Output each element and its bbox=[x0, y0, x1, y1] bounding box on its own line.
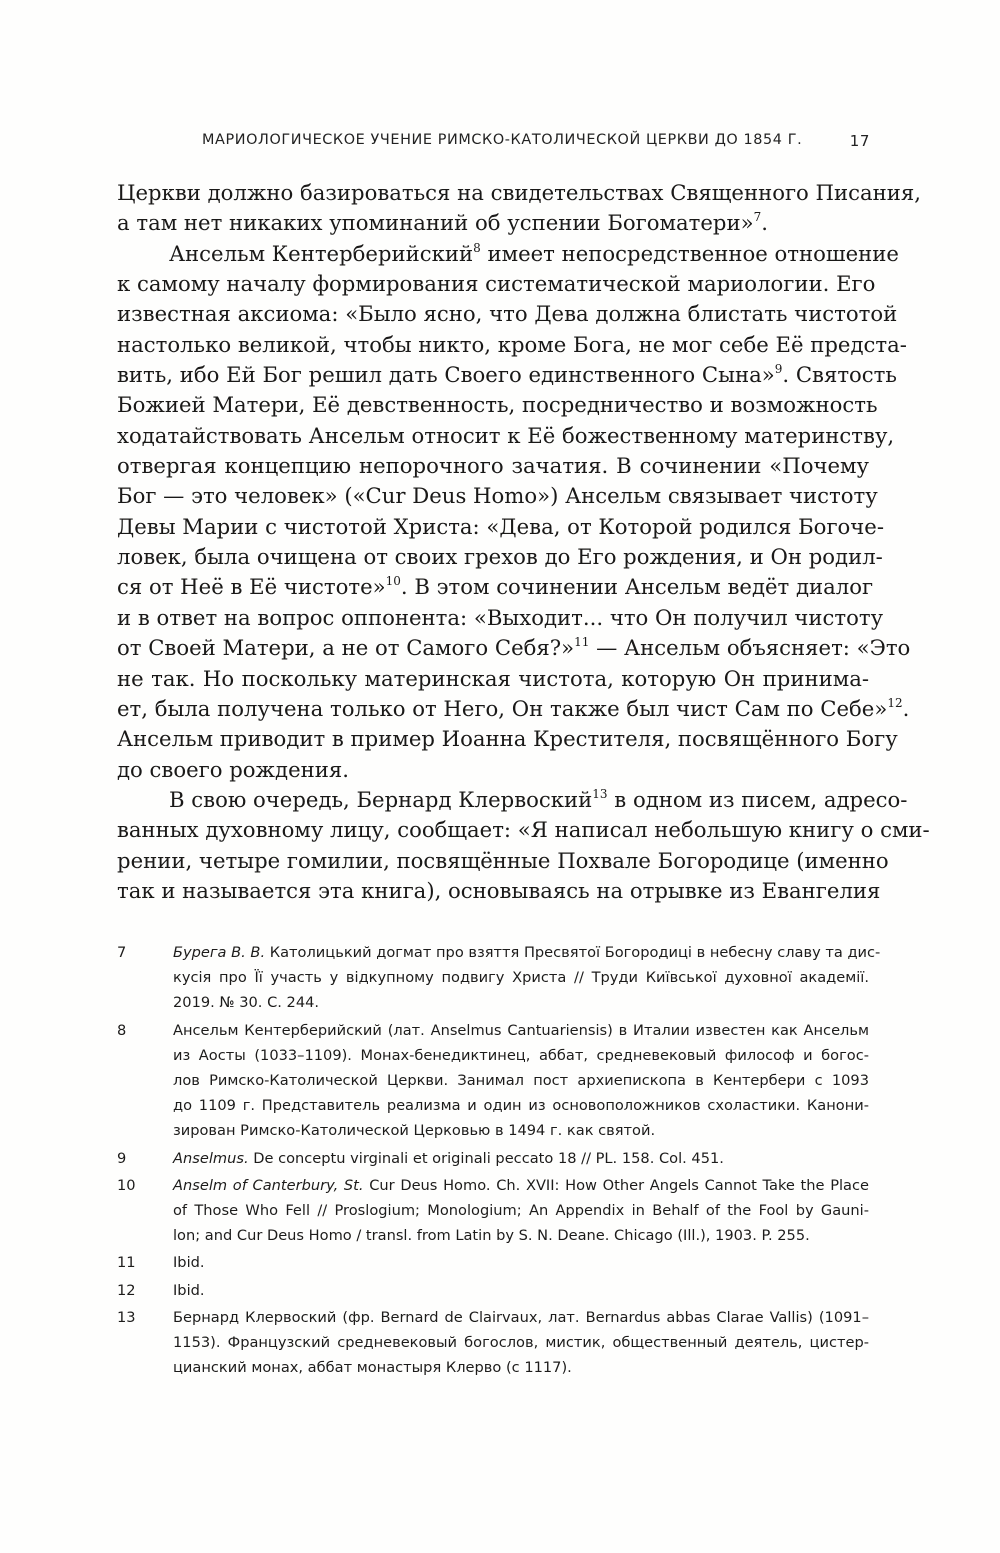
text-segment: и в ответ на вопрос оппонента: «Выходит... что Он получил чистоту bbox=[117, 604, 884, 630]
text-segment: рении, четыре гомилии, посвящённые Похвале Богородице (именно bbox=[117, 847, 889, 873]
footnote-ref[interactable]: 9 bbox=[774, 362, 783, 377]
footnote-number: 8 bbox=[117, 1021, 127, 1039]
footnote-line bbox=[173, 1305, 869, 1330]
footnote-text: of Those Who Fell // Proslogium; Monologium; An Appendix in Behalf of the Fool by Gauni- bbox=[173, 1202, 869, 1220]
text-segment: отвергая концепцию непорочного зачатия. В сочинении «Почему bbox=[117, 453, 869, 479]
footnote-text: De conceptu virginali et originali peccato 18 // PL. 158. Col. 451. bbox=[248, 1149, 724, 1167]
footnote-text: из Аосты (1033–1109). Монах-бенедиктинец, аббат, средневековый философ и богос- bbox=[173, 1046, 869, 1064]
footnote-text: до 1109 г. Представитель реализма и один из основоположников схоластики. Канони- bbox=[173, 1097, 869, 1115]
footnote-text: Бернард Клервоский (фр. Bernard de Clairvaux, лат. Bernardus abbas Clarae Vallis) (1091– bbox=[173, 1308, 869, 1326]
footnote bbox=[117, 940, 881, 1016]
footnote bbox=[117, 1173, 869, 1249]
running-head bbox=[202, 132, 870, 156]
running-head-title: МАРИОЛОГИЧЕСКОЕ УЧЕНИЕ РИМСКО-КАТОЛИЧЕСКОЙ ЦЕРКВИ ДО 1854 Г. bbox=[202, 132, 803, 148]
text-line bbox=[117, 512, 885, 542]
text-line bbox=[117, 269, 876, 299]
footnote-text: Ibid. bbox=[173, 1254, 205, 1272]
text-segment: ет, была получена только от Него, Он также был чист Сам по Себе» bbox=[117, 695, 888, 721]
text-segment: известная аксиома: «Было ясно, что Дева должна блистать чистотой bbox=[117, 301, 898, 327]
text-segment: ходатайствовать Ансельм относит к Её божественному материнству, bbox=[117, 422, 895, 448]
text-segment: — Ансельм объясняет: «Это bbox=[589, 635, 911, 661]
text-segment: от Своей Матери, а не от Самого Себя?» bbox=[117, 635, 575, 661]
footnote-number: 13 bbox=[117, 1308, 136, 1326]
footnote-line bbox=[173, 940, 881, 965]
text-line bbox=[117, 299, 898, 329]
text-line bbox=[117, 178, 921, 208]
footnote-ref[interactable]: 7 bbox=[753, 210, 762, 225]
text-line bbox=[117, 664, 869, 694]
text-segment: . Святость bbox=[782, 362, 897, 388]
text-segment: Божией Матери, Её девственность, посредничество и возможность bbox=[117, 392, 878, 418]
footnote-author: Бурега В. В. bbox=[173, 944, 266, 961]
text-line bbox=[117, 542, 883, 572]
footnote-number: 7 bbox=[117, 944, 127, 961]
footnote-line bbox=[173, 1355, 869, 1380]
text-line bbox=[117, 360, 897, 390]
footnote-text: кусія про Її участь у відкупному подвигу Христа // Труди Київської духовної академії. bbox=[173, 969, 869, 987]
page-number: 17 bbox=[849, 132, 870, 150]
footnote-ref[interactable]: 11 bbox=[574, 635, 590, 650]
text-segment: Церкви должно базироваться на свидетельствах Священного Писания, bbox=[117, 180, 921, 205]
footnote bbox=[117, 1018, 869, 1144]
footnote bbox=[117, 1250, 869, 1275]
footnote-number: 9 bbox=[117, 1149, 127, 1167]
text-segment: имеет непосредственное отношение bbox=[480, 240, 899, 266]
text-segment: настолько великой, чтобы никто, кроме Бога, не мог себе Её предста- bbox=[117, 331, 907, 357]
text-line bbox=[117, 421, 895, 451]
text-line bbox=[117, 724, 898, 754]
text-segment: вить, ибо Ей Бог решил дать Своего единственного Сына» bbox=[117, 362, 775, 388]
footnote-text: lon; and Cur Deus Homo / transl. from Latin by S. N. Deane. Chicago (Ill.), 1903. P. 255. bbox=[173, 1227, 810, 1245]
footnote-ref[interactable]: 10 bbox=[385, 574, 401, 589]
text-segment: не так. Но поскольку материнская чистота, которую Он принима- bbox=[117, 665, 869, 691]
text-line bbox=[117, 846, 889, 876]
footnote bbox=[117, 1305, 869, 1381]
text-line bbox=[117, 603, 884, 633]
text-segment: к самому началу формирования систематической мариологии. Его bbox=[117, 271, 876, 297]
footnote-text: Cur Deus Homo. Ch. XVII: How Other Angels Cannot Take the Place bbox=[363, 1176, 869, 1194]
text-line bbox=[117, 481, 878, 511]
footnote-number: 12 bbox=[117, 1281, 136, 1299]
footnote-line bbox=[173, 1043, 869, 1068]
text-segment: . bbox=[902, 695, 910, 721]
footnote-text: Ансельм Кентерберийский (лат. Anselmus Cantuariensis) в Италии известен как Ансельм bbox=[173, 1021, 869, 1039]
text-line bbox=[117, 815, 930, 845]
footnotes bbox=[117, 940, 881, 1382]
footnote-text: лов Римско-Католической Церкви. Занимал пост архиепископа в Кентербери с 1093 bbox=[173, 1072, 869, 1090]
footnote-text: Католицький догмат про взяття Пресвятої Богородиці в небесну славу та дис- bbox=[265, 944, 881, 961]
footnote-line bbox=[173, 1250, 869, 1275]
text-segment: ся от Неё в Её чистоте» bbox=[117, 574, 386, 600]
footnote-line bbox=[173, 1068, 869, 1093]
text-line bbox=[117, 208, 869, 238]
footnote-number: 10 bbox=[117, 1176, 136, 1194]
text-segment: ловек, была очищена от своих грехов до Его рождения, и Он родил- bbox=[117, 544, 883, 570]
footnote-ref[interactable]: 8 bbox=[473, 240, 481, 255]
text-line bbox=[117, 633, 911, 663]
footnote-line bbox=[173, 1330, 869, 1355]
text-line bbox=[117, 390, 878, 420]
footnote-line bbox=[173, 965, 869, 990]
footnote-ref[interactable]: 13 bbox=[592, 786, 608, 801]
text-line bbox=[117, 451, 869, 481]
footnote-line bbox=[173, 1223, 869, 1248]
text-line bbox=[117, 572, 874, 602]
footnote-number: 11 bbox=[117, 1254, 136, 1272]
main-text bbox=[117, 178, 930, 906]
footnote-ref[interactable]: 12 bbox=[887, 695, 903, 710]
text-line bbox=[117, 755, 869, 785]
text-segment: В свою очередь, Бернард Клервоский bbox=[169, 786, 593, 812]
footnote-line bbox=[173, 1018, 869, 1043]
footnote bbox=[117, 1146, 869, 1171]
footnote-text: 1153). Французский средневековый богослов, мистик, общественный деятель, цистер- bbox=[173, 1334, 869, 1352]
text-segment: так и называется эта книга), основываясь на отрывке из Евангелия bbox=[117, 877, 881, 903]
text-segment: в одном из писем, адресо- bbox=[607, 786, 908, 812]
text-line bbox=[117, 330, 907, 360]
text-segment: Девы Марии с чистотой Христа: «Дева, от Которой родился Богоче- bbox=[117, 513, 885, 539]
footnote-text: цианский монах, аббат монастыря Клерво (с 1117). bbox=[173, 1359, 572, 1377]
footnote-author: Anselmus. bbox=[173, 1149, 249, 1167]
footnote-line bbox=[173, 1118, 869, 1143]
text-segment: Ансельм приводит в пример Иоанна Крестителя, посвящённого Богу bbox=[117, 726, 898, 752]
text-segment: Ансельм Кентерберийский bbox=[169, 240, 474, 266]
text-line bbox=[117, 876, 881, 906]
text-segment: . В этом сочинении Ансельм ведёт диалог bbox=[400, 574, 874, 600]
text-line bbox=[117, 694, 910, 724]
text-segment: Бог — это человек» («Cur Deus Homo») Ансельм связывает чистоту bbox=[117, 483, 878, 509]
footnote bbox=[117, 1278, 869, 1303]
text-segment: до своего рождения. bbox=[117, 756, 349, 782]
footnote-text: зирован Римско-Католической Церковью в 1494 г. как святой. bbox=[173, 1122, 656, 1140]
footnote-line bbox=[173, 1093, 869, 1118]
footnote-line bbox=[173, 1173, 869, 1198]
text-segment: а там нет никаких упоминаний об успении Богоматери» bbox=[117, 210, 754, 236]
footnote-line bbox=[173, 1146, 869, 1171]
footnote-author: Anselm of Canterbury, St. bbox=[173, 1176, 364, 1194]
footnote-line bbox=[173, 1278, 869, 1303]
footnote-line bbox=[173, 990, 869, 1015]
text-segment: ванных духовному лицу, сообщает: «Я написал небольшую книгу о сми- bbox=[117, 817, 930, 843]
footnote-line bbox=[173, 1198, 869, 1223]
footnote-text: 2019. № 30. С. 244. bbox=[173, 994, 320, 1012]
text-segment: . bbox=[761, 210, 768, 236]
text-line bbox=[117, 239, 899, 269]
footnote-text: Ibid. bbox=[173, 1281, 205, 1299]
text-line bbox=[117, 785, 908, 815]
